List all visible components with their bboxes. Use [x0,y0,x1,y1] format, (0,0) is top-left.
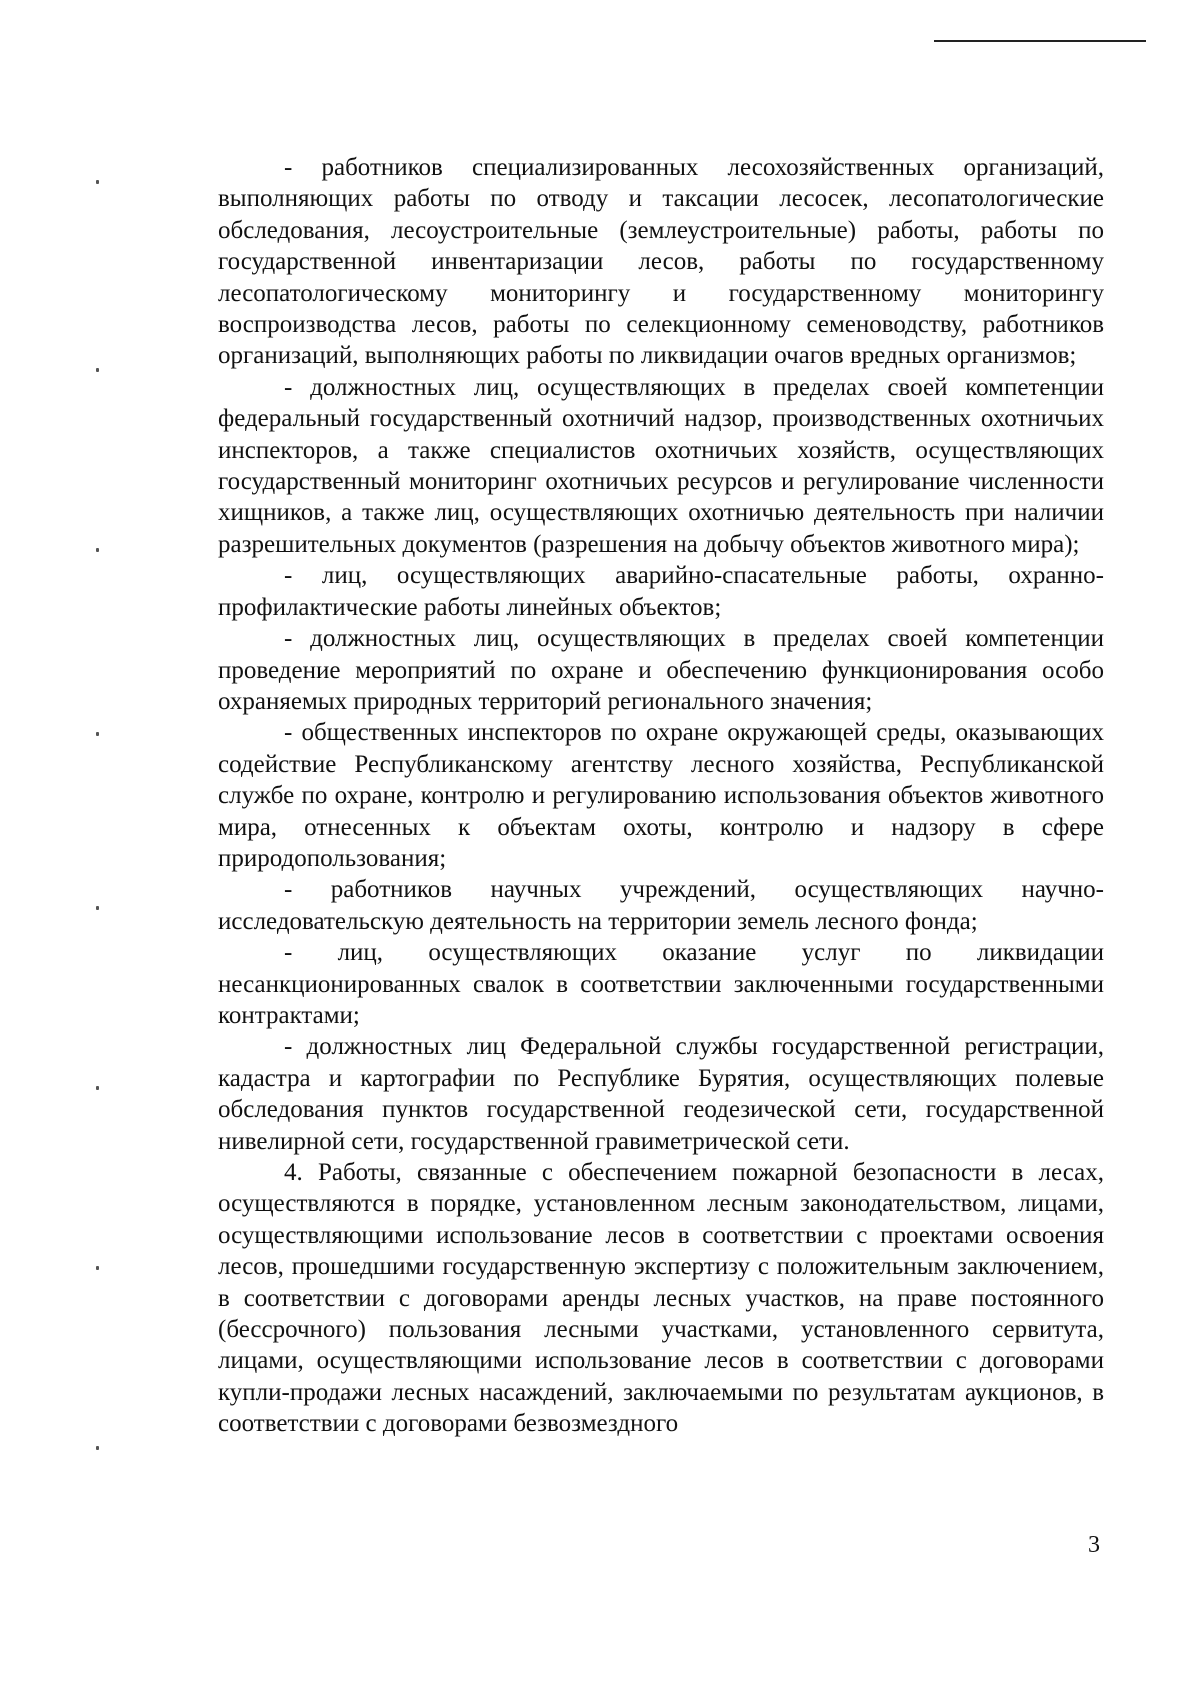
paragraph-waste-dumps: - лиц, осуществляющих оказание услуг по ликвидации несанкционированных свалок в соответствии заключенными государственными контрактами; [218,939,1104,1029]
paragraph-public-inspectors: - общественных инспекторов по охране окружающей среды, оказывающих содействие Республиканскому агентству лесного хозяйства, Республиканской службе по охране, контролю и регулированию использования объектов животного мира, отнесенных к объектам охоты, контролю и надзору в сфере природопользования; [218,719,1104,872]
scan-margin-mark [96,548,99,552]
paragraph-research-workers: - работников научных учреждений, осуществляющих научно-исследовательскую деятельность на территории земель лесного фонда; [218,876,1104,935]
page-number: 3 [1088,1532,1100,1558]
paragraph-registration-service: - должностных лиц Федеральной службы государственной регистрации, кадастра и картографии по Республике Бурятия, осуществляющих полевые обследования пунктов государственной геодезической сети, государственной нивелирной сети, государственной гравиметрической сети. [218,1033,1104,1155]
scan-margin-mark [96,368,99,372]
paragraph-fire-safety: 4. Работы, связанные с обеспечением пожарной безопасности в лесах, осуществляются в порядке, установленном лесным законодательством, лицами, осуществляющими использование лесов в соответствии с проектами освоения лесов, прошедшими государственную экспертизу с положительным заключением, в соответствии с договорами аренды лесных участков, на праве постоянного (бессрочного) пользования лесными участками, установленного сервитута, лицами, осуществляющими использование лесов в соответствии с договорами купли-продажи лесных насаждений, заключаемыми по результатам аукционов, в соответствии с договорами безвозмездного [218,1159,1104,1438]
header-rule [934,40,1146,42]
paragraph-protected-areas: - должностных лиц, осуществляющих в пределах своей компетенции проведение мероприятий по охране и обеспечению функционирования особо охраняемых природных территорий регионального значения; [218,625,1104,715]
paragraph-rescue-works: - лиц, осуществляющих аварийно-спасательные работы, охранно-профилактические работы линейных объектов; [218,562,1104,621]
scan-margin-mark [96,906,99,910]
scan-margin-mark [96,732,99,736]
paragraph-forestry-workers: - работников специализированных лесохозяйственных организаций, выполняющих работы по отводу и таксации лесосек, лесопатологические обследования, лесоустроительные (землеустроительные) работы, работы по государственной инвентаризации лесов, работы по государственному лесопатологическому мониторингу и государственному мониторингу воспроизводства лесов, работы по селекционному семеноводству, работников организаций, выполняющих работы по ликвидации очагов вредных организмов; [218,154,1104,370]
paragraph-hunting-officials: - должностных лиц, осуществляющих в пределах своей компетенции федеральный государственный охотничий надзор, производственных охотничьих инспекторов, а также специалистов охотничьих хозяйств, осуществляющих государственный мониторинг охотничьих ресурсов и регулирование численности хищников, а также лиц, осуществляющих охотничью деятельность при наличии разрешительных документов (разрешения на добычу объектов животного мира); [218,373,1104,558]
scan-margin-mark [96,1446,99,1450]
scan-margin-mark [96,180,99,184]
document-body [218,152,1104,1440]
scan-margin-mark [96,1266,99,1270]
scan-margin-mark [96,1086,99,1090]
